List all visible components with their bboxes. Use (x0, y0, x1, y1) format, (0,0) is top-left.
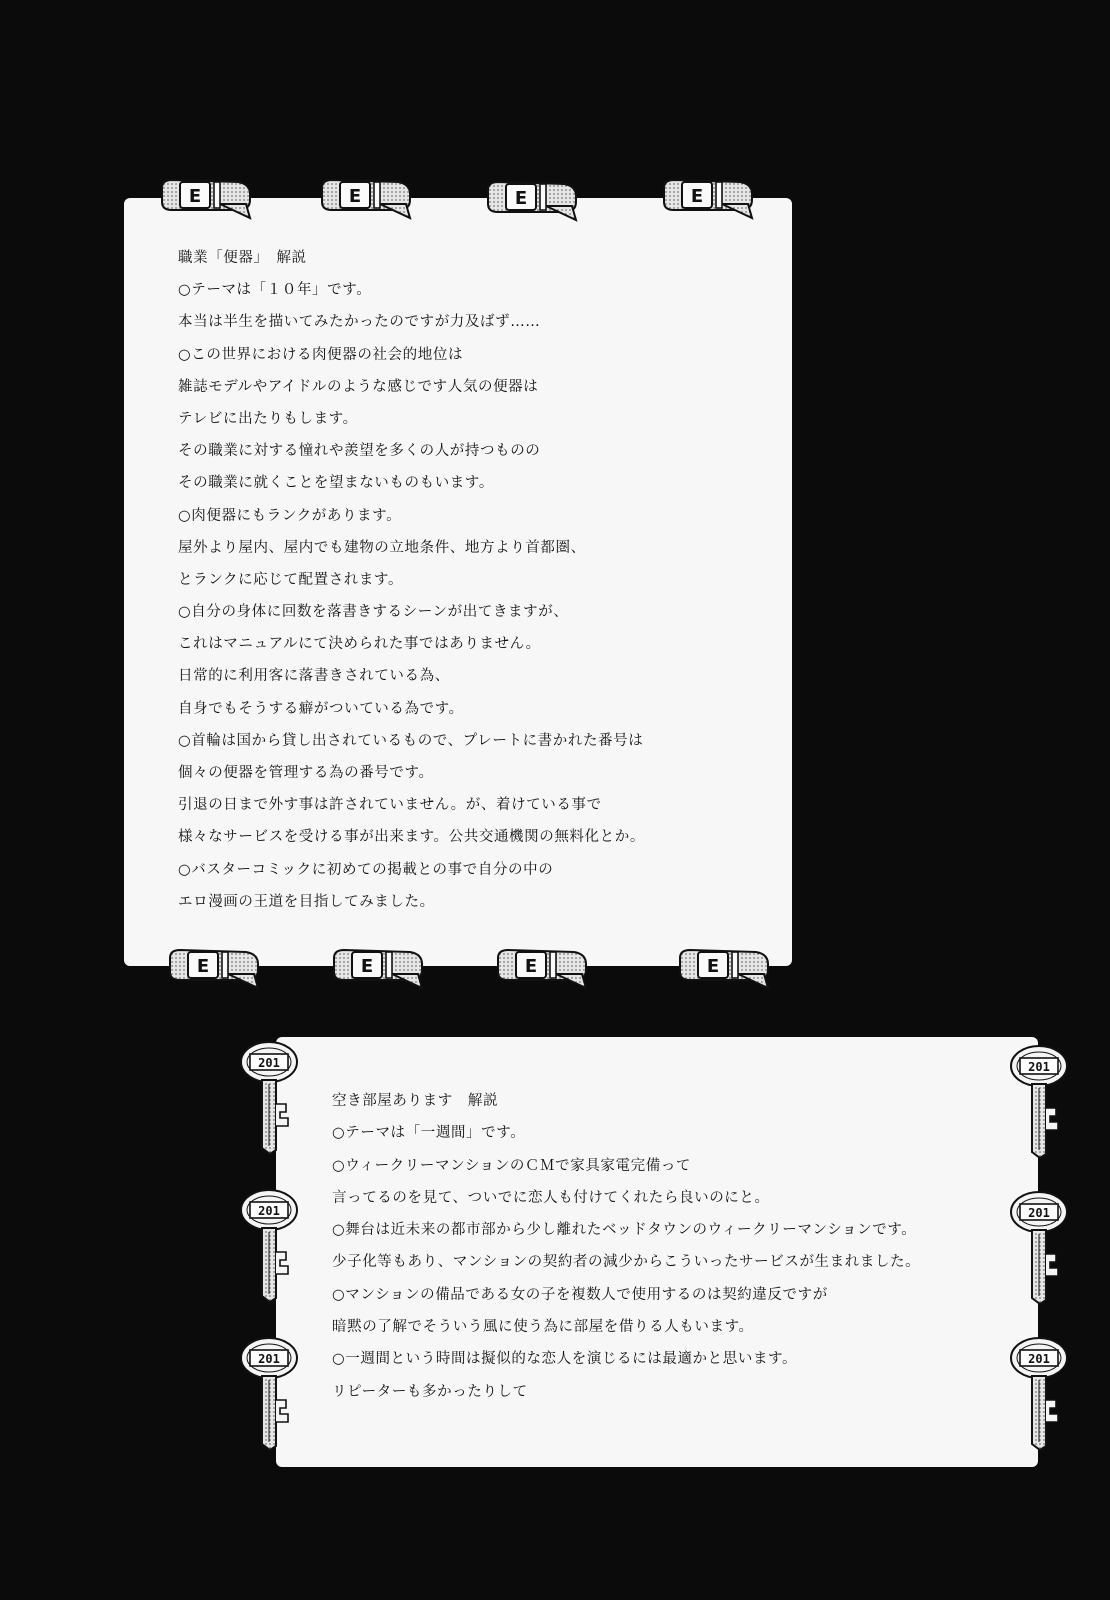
collar-icon (494, 944, 590, 990)
commentary-line: 職業「便器」 解説 (178, 250, 307, 266)
commentary-line: ○ウィークリーマンションのＣＭで家具家電完備って (332, 1157, 692, 1174)
commentary-line: 様々なサービスを受ける事が出来ます。公共交通機関の無料化とか。 (178, 829, 645, 846)
commentary-line: 屋外より屋内、屋内でも建物の立地条件、地方より首都圏、 (178, 539, 586, 556)
commentary-line: ○マンションの備品である女の子を複数人で使用するのは契約違反ですが (332, 1286, 828, 1303)
commentary-line: 本当は半生を描いてみたかったのですが力及ばず…… (178, 314, 541, 331)
key-icon (1006, 1334, 1072, 1452)
key-icon (236, 1186, 302, 1304)
commentary-line: 少子化等もあり、マンションの契約者の減少からこういったサービスが生まれました。 (332, 1254, 921, 1271)
commentary-line: 暗黙の了解でそういう風に使う為に部屋を借りる人もいます。 (332, 1319, 754, 1336)
commentary-line: 空き部屋あります 解説 (332, 1093, 499, 1109)
collar-icon (484, 176, 580, 222)
commentary-line: ○舞台は近未来の都市部から少し離れたベッドタウンのウィークリーマンションです。 (332, 1222, 917, 1239)
commentary-line: 言ってるのを見て、ついでに恋人も付けてくれたら良いのにと。 (332, 1189, 770, 1206)
commentary-line: ○自分の身体に回数を落書きするシーンが出てきますが、 (178, 604, 569, 621)
commentary-line: ○バスターコミックに初めての掲載との事で自分の中の (178, 861, 554, 878)
commentary-line: 日常的に利用客に落書きされている為、 (178, 668, 450, 685)
commentary-text (332, 1085, 920, 1408)
commentary-line: 自身でもそうする癖がついている為です。 (178, 700, 464, 717)
commentary-line: ○肉便器にもランクがあります。 (178, 507, 402, 524)
commentary-line: 雑誌モデルやアイドルのような感じです人気の便器は (178, 378, 539, 395)
key-icon (1006, 1042, 1072, 1160)
commentary-panel-collar (124, 198, 792, 966)
commentary-line: リピーターも多かったりして (332, 1383, 528, 1400)
commentary-line: ○一週間という時間は擬似的な恋人を演じるには最適かと思います。 (332, 1351, 798, 1368)
commentary-line: とランクに応じて配置されます。 (178, 571, 404, 588)
commentary-line: テレビに出たりもします。 (178, 410, 358, 427)
collar-icon (166, 944, 262, 990)
collar-icon (330, 944, 426, 990)
collar-icon (660, 174, 756, 220)
key-icon (236, 1038, 302, 1156)
commentary-text (178, 242, 645, 918)
key-icon (1006, 1188, 1072, 1306)
collar-icon (318, 174, 414, 220)
commentary-panel-key (276, 1037, 1038, 1467)
commentary-line: ○テーマは「１０年」です。 (178, 282, 372, 299)
commentary-line: ○この世界における肉便器の社会的地位は (178, 346, 464, 363)
commentary-line: ○首輪は国から貸し出されているもので、プレートに書かれた番号は (178, 732, 644, 749)
commentary-line: 引退の日まで外す事は許されていません。が、着けている事で (178, 797, 602, 814)
commentary-line: その職業に対する憧れや羨望を多くの人が持つものの (178, 443, 541, 460)
commentary-line: ○テーマは「一週間」です。 (332, 1125, 526, 1142)
collar-icon (158, 174, 254, 220)
commentary-line: これはマニュアルにて決められた事ではありません。 (178, 636, 541, 653)
collar-icon (676, 944, 772, 990)
key-icon (236, 1334, 302, 1452)
commentary-line: 個々の便器を管理する為の番号です。 (178, 765, 434, 781)
commentary-line: その職業に就くことを望まないものもいます。 (178, 475, 494, 492)
commentary-line: エロ漫画の王道を目指してみました。 (178, 893, 435, 910)
